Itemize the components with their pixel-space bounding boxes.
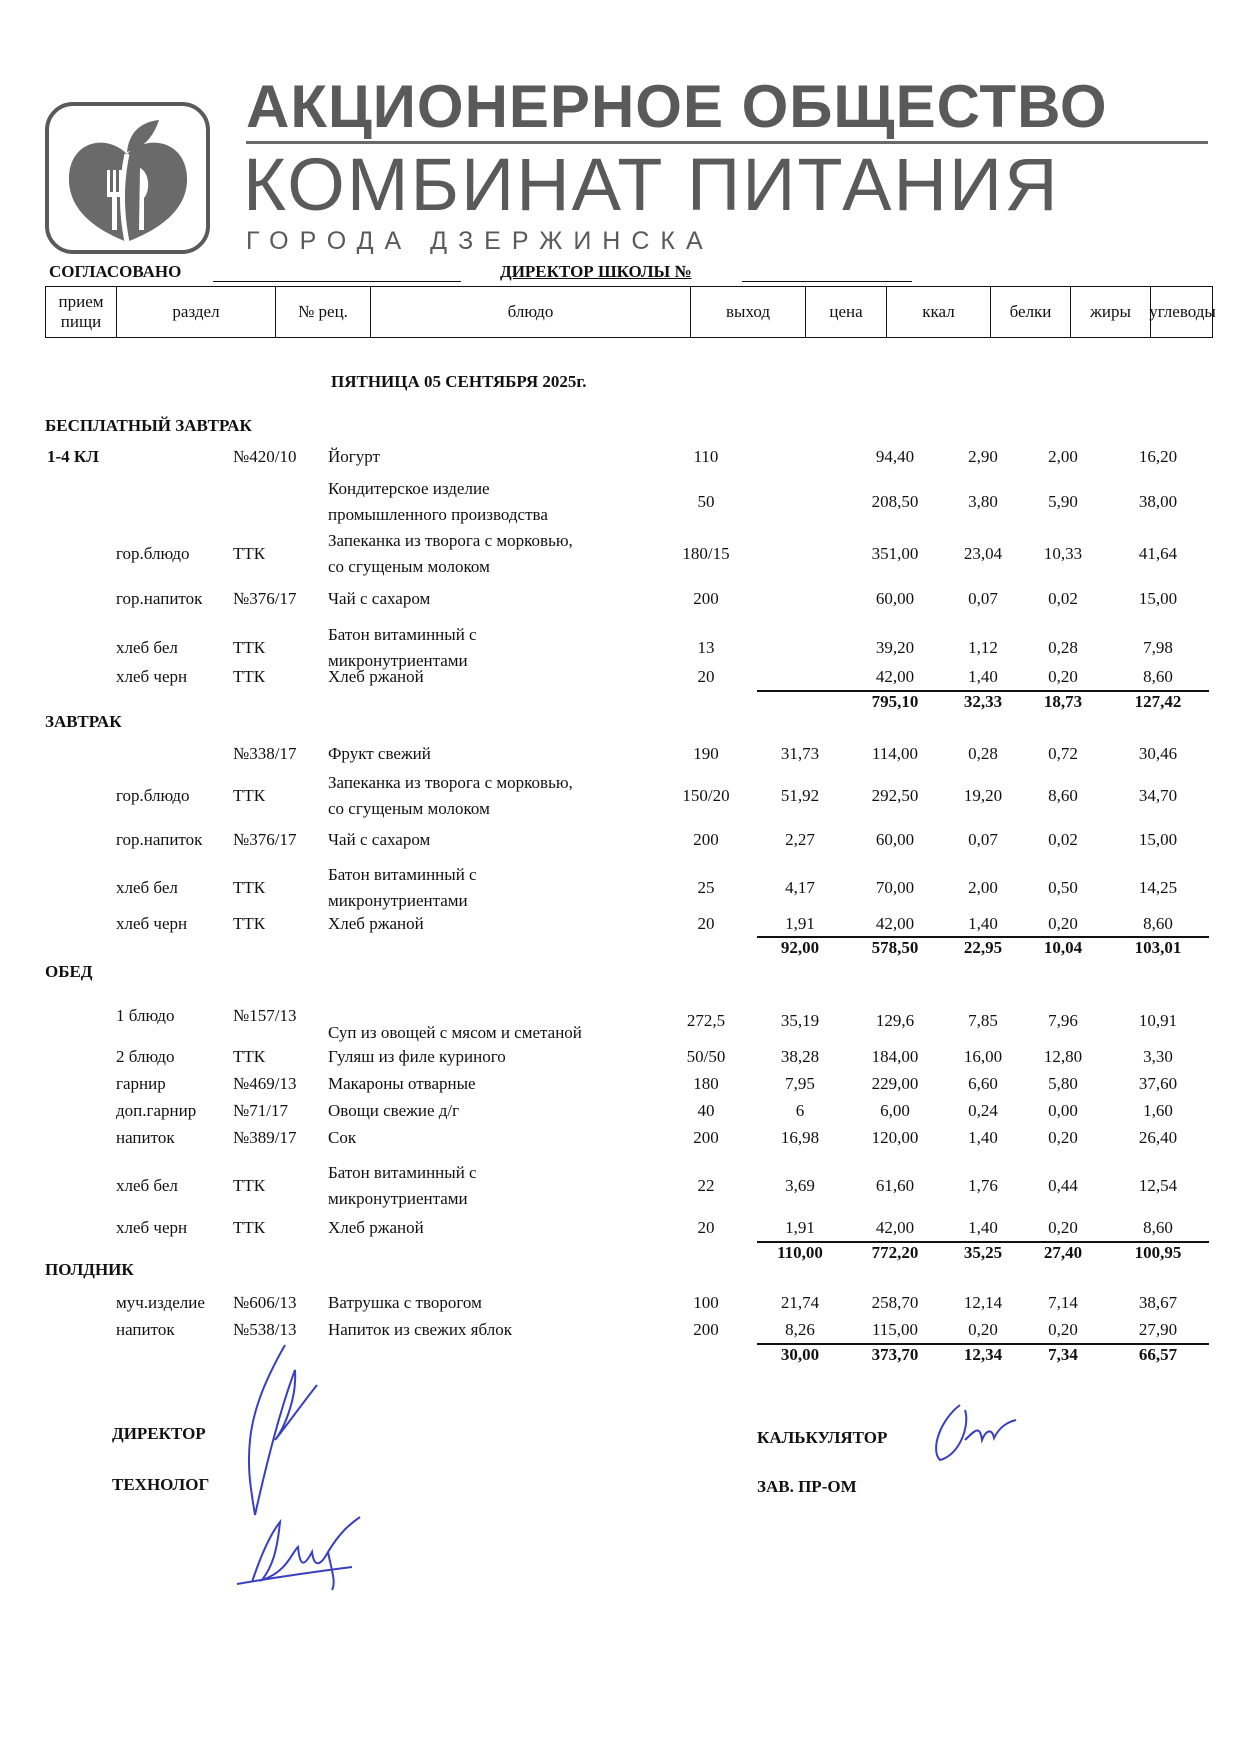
recipe-cell: ТТК: [233, 1218, 266, 1237]
yield-cell: 180/15: [682, 544, 730, 563]
production-head-sign-label: ЗАВ. ПР-ОМ: [757, 1477, 857, 1496]
dish-cell: Ватрушка с творогом: [328, 1293, 482, 1312]
section-title: БЕСПЛАТНЫЙ ЗАВТРАК: [45, 416, 252, 435]
price-cell: 38,28: [780, 1047, 820, 1066]
protein-cell: 19,20: [963, 786, 1003, 805]
dish-cell: Хлеб ржаной: [328, 1218, 424, 1237]
company-name-line3: ГОРОДА ДЗЕРЖИНСКА: [246, 227, 714, 255]
fat-cell: 2,00: [1048, 447, 1078, 466]
dish-cell: Сок: [328, 1128, 357, 1147]
kcal-cell: 6,00: [880, 1101, 910, 1120]
protein-cell: 6,60: [968, 1074, 998, 1093]
fat-cell: 0,50: [1048, 878, 1078, 897]
kcal-cell: 42,00: [875, 1218, 915, 1237]
price-cell: 21,74: [780, 1293, 820, 1312]
fat-cell: 7,96: [1048, 1011, 1078, 1030]
section-cell: хлеб черн: [116, 1218, 188, 1237]
carbs-cell: 27,90: [1138, 1320, 1178, 1339]
kcal-cell: 42,00: [875, 914, 915, 933]
fat-cell: 0,02: [1048, 589, 1078, 608]
protein-cell: 1,76: [968, 1176, 998, 1195]
yield-cell: 100: [693, 1293, 719, 1312]
protein-cell: 1,40: [968, 1128, 998, 1147]
dish-cell: Макароны отварные: [328, 1074, 476, 1093]
fat-cell: 0,20: [1048, 914, 1078, 933]
protein-cell: 0,07: [968, 589, 998, 608]
yield-cell: 40: [697, 1101, 715, 1120]
meal-cell: 1-4 КЛ: [47, 447, 99, 466]
carbs-cell: 10,91: [1138, 1011, 1178, 1030]
kcal-cell: 292,50: [871, 786, 919, 805]
header-dish: блюдо: [370, 287, 690, 337]
yield-cell: 180: [693, 1074, 719, 1093]
dish-cell: Йогурт: [328, 447, 380, 466]
yield-cell: 20: [697, 914, 715, 933]
section-cell: муч.изделие: [116, 1293, 205, 1312]
price-cell: 2,27: [785, 830, 815, 849]
kcal-cell: 258,70: [871, 1293, 919, 1312]
total-price: 110,00: [777, 1243, 823, 1262]
section-title: ПОЛДНИК: [45, 1260, 134, 1279]
fat-cell: 0,02: [1048, 830, 1078, 849]
yield-cell: 50/50: [686, 1047, 726, 1066]
section-cell: гор.напиток: [116, 830, 203, 849]
section-cell: гор.блюдо: [116, 786, 190, 805]
recipe-cell: №606/13: [233, 1293, 297, 1312]
dish-cell: Чай с сахаром: [328, 589, 431, 608]
section-cell: напиток: [116, 1128, 175, 1147]
section-cell: хлеб бел: [116, 878, 178, 897]
protein-cell: 1,12: [968, 638, 998, 657]
total-kcal: 772,20: [871, 1243, 919, 1262]
apple-heart-fork-logo-icon: [45, 102, 210, 254]
header-price: цена: [805, 287, 886, 337]
fat-cell: 0,20: [1048, 1218, 1078, 1237]
fat-cell: 12,80: [1043, 1047, 1083, 1066]
column-header-row: [45, 286, 1216, 338]
recipe-cell: ТТК: [233, 786, 266, 805]
header-protein: белки: [990, 287, 1070, 337]
section-title: ОБЕД: [45, 962, 93, 981]
price-cell: 8,26: [785, 1320, 815, 1339]
price-cell: 1,91: [785, 1218, 815, 1237]
company-name-line2: КОМБИНАТ ПИТАНИЯ: [243, 143, 1060, 226]
protein-cell: 2,00: [968, 878, 998, 897]
company-name-line1: АКЦИОНЕРНОЕ ОБЩЕСТВО: [246, 73, 1108, 140]
day-title: ПЯТНИЦА 05 СЕНТЯБРЯ 2025г.: [331, 372, 587, 391]
fat-cell: 0,00: [1048, 1101, 1078, 1120]
protein-cell: 1,40: [968, 914, 998, 933]
calculator-signature: [920, 1400, 1030, 1470]
kcal-cell: 60,00: [875, 589, 915, 608]
protein-cell: 2,90: [968, 447, 998, 466]
recipe-cell: ТТК: [233, 1047, 266, 1066]
section-cell: гор.блюдо: [116, 544, 190, 563]
total-kcal: 373,70: [871, 1345, 919, 1364]
carbs-cell: 1,60: [1143, 1101, 1173, 1120]
fat-cell: 0,20: [1048, 1128, 1078, 1147]
kcal-cell: 39,20: [875, 638, 915, 657]
carbs-cell: 30,46: [1138, 744, 1178, 763]
protein-cell: 23,04: [963, 544, 1003, 563]
price-cell: 7,95: [785, 1074, 815, 1093]
section-cell: гор.напиток: [116, 589, 203, 608]
carbs-cell: 38,00: [1138, 492, 1178, 511]
carbs-cell: 41,64: [1138, 544, 1178, 563]
protein-cell: 7,85: [968, 1011, 998, 1030]
section-cell: хлеб бел: [116, 638, 178, 657]
director-school-line: [742, 281, 912, 282]
total-protein: 32,33: [963, 692, 1003, 711]
total-kcal: 795,10: [871, 692, 919, 711]
recipe-cell: №338/17: [233, 744, 297, 763]
total-protein: 35,25: [963, 1243, 1003, 1262]
kcal-cell: 184,00: [871, 1047, 919, 1066]
protein-cell: 0,20: [968, 1320, 998, 1339]
section-cell: 2 блюдо: [116, 1047, 175, 1066]
section-cell: хлеб бел: [116, 1176, 178, 1195]
yield-cell: 200: [693, 830, 719, 849]
fat-cell: 0,44: [1048, 1176, 1078, 1195]
fat-cell: 7,14: [1048, 1293, 1078, 1312]
protein-cell: 0,24: [968, 1101, 998, 1120]
dish-cell: Кондитерское изделие: [328, 479, 490, 498]
recipe-cell: ТТК: [233, 667, 266, 686]
carbs-cell: 7,98: [1143, 638, 1173, 657]
dish-cell: со сгущеным молоком: [328, 799, 490, 818]
approved-label: СОГЛАСОВАНО: [49, 262, 182, 281]
yield-cell: 150/20: [682, 786, 730, 805]
section-cell: напиток: [116, 1320, 175, 1339]
section-cell: доп.гарнир: [116, 1101, 197, 1120]
price-cell: 1,91: [785, 914, 815, 933]
price-cell: 31,73: [780, 744, 820, 763]
carbs-cell: 38,67: [1138, 1293, 1178, 1312]
header-section: раздел: [116, 287, 275, 337]
carbs-cell: 15,00: [1138, 589, 1178, 608]
protein-cell: 12,14: [963, 1293, 1003, 1312]
dish-cell: Напиток из свежих яблок: [328, 1320, 512, 1339]
total-price: 30,00: [780, 1345, 820, 1364]
kcal-cell: 61,60: [875, 1176, 915, 1195]
carbs-cell: 8,60: [1143, 667, 1173, 686]
recipe-cell: №376/17: [233, 589, 297, 608]
carbs-cell: 12,54: [1138, 1176, 1178, 1195]
price-cell: 4,17: [785, 878, 815, 897]
fat-cell: 0,28: [1048, 638, 1078, 657]
header-meal: прием пищи: [58, 292, 104, 331]
section-cell: хлеб черн: [116, 667, 188, 686]
total-fat: 10,04: [1043, 938, 1083, 957]
kcal-cell: 60,00: [875, 830, 915, 849]
dish-cell: Гуляш из филе куриного: [328, 1047, 506, 1066]
dish-cell: Хлеб ржаной: [328, 667, 424, 686]
fat-cell: 0,72: [1048, 744, 1078, 763]
yield-cell: 22: [697, 1176, 715, 1195]
dish-cell: промышленного производства: [328, 505, 548, 524]
yield-cell: 190: [693, 744, 719, 763]
carbs-cell: 3,30: [1143, 1047, 1173, 1066]
section-title: ЗАВТРАК: [45, 712, 122, 731]
total-fat: 18,73: [1043, 692, 1083, 711]
fat-cell: 0,20: [1048, 667, 1078, 686]
recipe-cell: №157/13: [233, 1006, 297, 1025]
protein-cell: 1,40: [968, 1218, 998, 1237]
recipe-cell: ТТК: [233, 878, 266, 897]
carbs-cell: 26,40: [1138, 1128, 1178, 1147]
header-yield: выход: [690, 287, 805, 337]
recipe-cell: №420/10: [233, 447, 297, 466]
kcal-cell: 114,00: [871, 744, 919, 763]
dish-cell: Овощи свежие д/г: [328, 1101, 460, 1120]
total-carbs: 103,01: [1134, 938, 1182, 957]
director-sign-label: ДИРЕКТОР: [112, 1424, 206, 1443]
dish-cell: Батон витаминный с: [328, 625, 477, 644]
yield-cell: 200: [693, 1320, 719, 1339]
carbs-cell: 14,25: [1138, 878, 1178, 897]
kcal-cell: 94,40: [875, 447, 915, 466]
dish-cell: Суп из овощей с мясом и сметаной: [328, 1023, 582, 1042]
price-cell: 3,69: [785, 1176, 815, 1195]
company-logo: [45, 102, 210, 254]
price-cell: 35,19: [780, 1011, 820, 1030]
price-cell: 6: [795, 1101, 805, 1120]
yield-cell: 50: [697, 492, 715, 511]
yield-cell: 200: [693, 1128, 719, 1147]
fat-cell: 5,90: [1048, 492, 1078, 511]
total-carbs: 100,95: [1134, 1243, 1182, 1262]
fat-cell: 10,33: [1043, 544, 1083, 563]
kcal-cell: 120,00: [871, 1128, 919, 1147]
fat-cell: 5,80: [1048, 1074, 1078, 1093]
recipe-cell: №538/13: [233, 1320, 297, 1339]
header-kcal: ккал: [886, 287, 990, 337]
carbs-cell: 15,00: [1138, 830, 1178, 849]
carbs-cell: 16,20: [1138, 447, 1178, 466]
yield-cell: 20: [697, 667, 715, 686]
carbs-cell: 34,70: [1138, 786, 1178, 805]
protein-cell: 0,28: [968, 744, 998, 763]
header-fat: жиры: [1070, 287, 1150, 337]
dish-cell: Чай с сахаром: [328, 830, 431, 849]
price-cell: 51,92: [780, 786, 820, 805]
total-protein: 12,34: [963, 1345, 1003, 1364]
total-protein: 22,95: [963, 938, 1003, 957]
recipe-cell: ТТК: [233, 1176, 266, 1195]
director-school-label: ДИРЕКТОР ШКОЛЫ №: [500, 262, 692, 281]
protein-cell: 0,07: [968, 830, 998, 849]
dish-cell: Хлеб ржаной: [328, 914, 424, 933]
dish-cell: микронутриентами: [328, 651, 468, 670]
recipe-cell: ТТК: [233, 544, 266, 563]
total-carbs: 66,57: [1138, 1345, 1178, 1364]
approved-signature-line: [213, 281, 461, 282]
calculator-sign-label: КАЛЬКУЛЯТОР: [757, 1428, 888, 1447]
dish-cell: Запеканка из творога с морковью,: [328, 773, 573, 792]
carbs-cell: 8,60: [1143, 914, 1173, 933]
yield-cell: 20: [697, 1218, 715, 1237]
recipe-cell: №469/13: [233, 1074, 297, 1093]
dish-cell: Батон витаминный с: [328, 865, 477, 884]
dish-cell: Фрукт свежий: [328, 744, 431, 763]
dish-cell: Запеканка из творога с морковью,: [328, 531, 573, 550]
kcal-cell: 229,00: [871, 1074, 919, 1093]
dish-cell: со сгущеным молоком: [328, 557, 490, 576]
carbs-cell: 37,60: [1138, 1074, 1178, 1093]
dish-cell: микронутриентами: [328, 891, 468, 910]
kcal-cell: 351,00: [871, 544, 919, 563]
recipe-cell: №389/17: [233, 1128, 297, 1147]
dish-cell: микронутриентами: [328, 1189, 468, 1208]
total-carbs: 127,42: [1134, 692, 1182, 711]
technologist-signature: [232, 1512, 372, 1592]
recipe-cell: №71/17: [233, 1101, 288, 1120]
header-carbs: углеводы: [1150, 287, 1214, 337]
price-cell: 16,98: [780, 1128, 820, 1147]
kcal-cell: 129,6: [875, 1011, 915, 1030]
header-recipe: № рец.: [275, 287, 370, 337]
section-cell: 1 блюдо: [116, 1006, 175, 1025]
total-price: 92,00: [780, 938, 820, 957]
yield-cell: 110: [693, 447, 719, 466]
recipe-cell: ТТК: [233, 638, 266, 657]
kcal-cell: 115,00: [871, 1320, 919, 1339]
yield-cell: 272,5: [686, 1011, 726, 1030]
fat-cell: 0,20: [1048, 1320, 1078, 1339]
kcal-cell: 42,00: [875, 667, 915, 686]
section-cell: гарнир: [116, 1074, 166, 1093]
yield-cell: 25: [697, 878, 715, 897]
yield-cell: 200: [693, 589, 719, 608]
kcal-cell: 70,00: [875, 878, 915, 897]
carbs-cell: 8,60: [1143, 1218, 1173, 1237]
yield-cell: 13: [697, 638, 715, 657]
fat-cell: 8,60: [1048, 786, 1078, 805]
director-signature: [225, 1340, 335, 1530]
section-cell: хлеб черн: [116, 914, 188, 933]
recipe-cell: №376/17: [233, 830, 297, 849]
recipe-cell: ТТК: [233, 914, 266, 933]
protein-cell: 3,80: [968, 492, 998, 511]
dish-cell: Батон витаминный с: [328, 1163, 477, 1182]
protein-cell: 16,00: [963, 1047, 1003, 1066]
protein-cell: 1,40: [968, 667, 998, 686]
total-fat: 27,40: [1043, 1243, 1083, 1262]
kcal-cell: 208,50: [871, 492, 919, 511]
total-kcal: 578,50: [871, 938, 919, 957]
technologist-sign-label: ТЕХНОЛОГ: [112, 1475, 210, 1494]
total-fat: 7,34: [1048, 1345, 1078, 1364]
